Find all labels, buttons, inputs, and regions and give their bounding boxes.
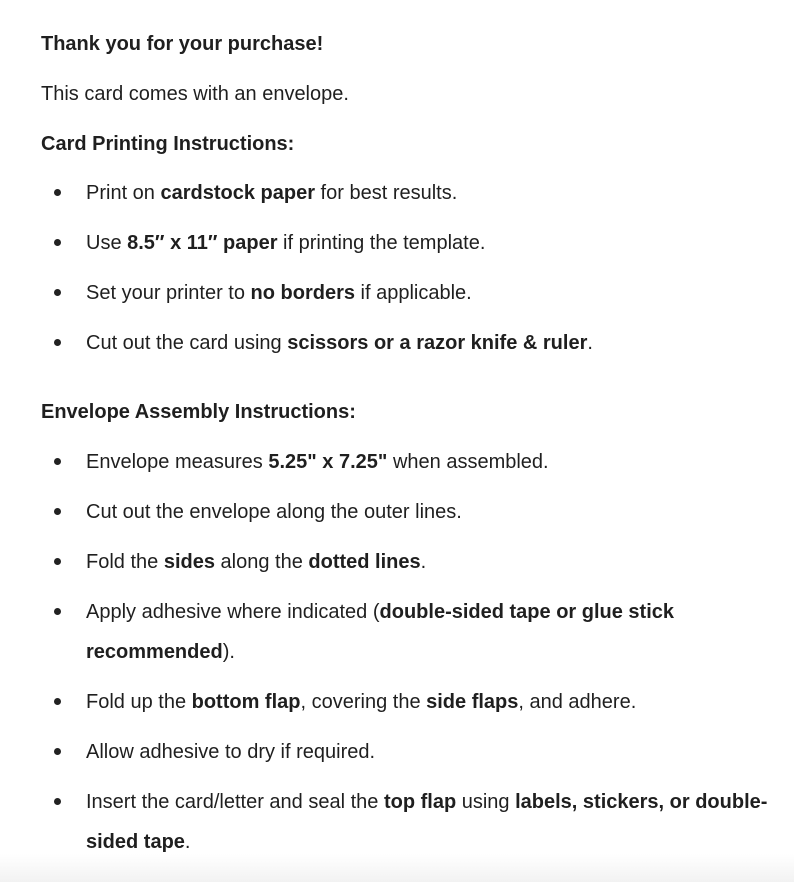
text: Allow adhesive to dry if required.	[86, 741, 376, 763]
bullet-dot	[54, 289, 61, 296]
text: Cut out the card using	[86, 332, 288, 354]
envelope-assembly-heading: Envelope Assembly Instructions:	[41, 401, 356, 423]
text: using	[456, 791, 516, 813]
list-item	[86, 782, 776, 862]
list-item	[86, 732, 776, 772]
list-item	[86, 592, 776, 672]
text: Apply adhesive where indicated (	[86, 601, 380, 623]
list-item	[86, 542, 776, 582]
bold-text: top flap	[383, 791, 457, 813]
thank-you-heading: Thank you for your purchase!	[41, 33, 324, 55]
list-item	[86, 223, 776, 263]
bullet-dot	[54, 558, 61, 565]
bold-text: labels, stickers, or double-sided tape	[86, 791, 768, 853]
list-item	[86, 682, 776, 722]
bold-text: sides	[163, 551, 215, 573]
text: Use	[86, 232, 128, 254]
text: when assembled.	[387, 451, 549, 473]
text: Fold the	[86, 551, 164, 573]
envelope-note: This card comes with an envelope.	[41, 83, 349, 105]
text: for best results.	[315, 182, 458, 204]
bullet-dot	[54, 239, 61, 246]
bold-text: side flaps	[426, 691, 519, 713]
text: .	[184, 831, 191, 853]
bold-text: 5.25" x 7.25"	[268, 451, 388, 473]
bullet-dot	[54, 698, 61, 705]
text: if applicable.	[354, 282, 472, 304]
bottom-fade	[0, 854, 794, 882]
text: .	[587, 332, 593, 354]
text: Insert the card/letter and seal the	[86, 791, 384, 813]
list-item	[86, 173, 776, 213]
list-item	[86, 323, 776, 363]
text: .	[420, 551, 427, 573]
bullet-dot	[54, 458, 61, 465]
bullet-dot	[54, 189, 61, 196]
bold-text: dotted lines	[308, 551, 421, 573]
bold-text: cardstock paper	[160, 182, 315, 204]
bullet-dot	[54, 748, 61, 755]
text: Fold up the	[86, 691, 192, 713]
text: Set your printer to	[86, 282, 251, 304]
bold-text: 8.5″ x 11″ paper	[127, 232, 278, 254]
list-item	[86, 442, 776, 482]
text: , and adhere.	[518, 691, 637, 713]
text: , covering the	[300, 691, 427, 713]
bold-text: double-sided tape or glue stick recommended	[86, 601, 675, 663]
card-printing-heading: Card Printing Instructions:	[41, 133, 295, 155]
list-item	[86, 492, 776, 532]
text: if printing the template.	[277, 232, 486, 254]
bullet-dot	[54, 798, 61, 805]
bullet-dot	[54, 508, 61, 515]
text: Envelope measures	[86, 451, 269, 473]
bold-text: scissors or a razor knife & ruler	[287, 332, 588, 354]
bullet-dot	[54, 339, 61, 346]
text: Cut out the envelope along the outer lines.	[86, 501, 462, 523]
bold-text: bottom flap	[191, 691, 301, 713]
text: ).	[222, 641, 235, 663]
text: Print on	[86, 182, 161, 204]
bullet-dot	[54, 608, 61, 615]
text: along the	[214, 551, 309, 573]
list-item	[86, 273, 776, 313]
bold-text: no borders	[250, 282, 355, 304]
